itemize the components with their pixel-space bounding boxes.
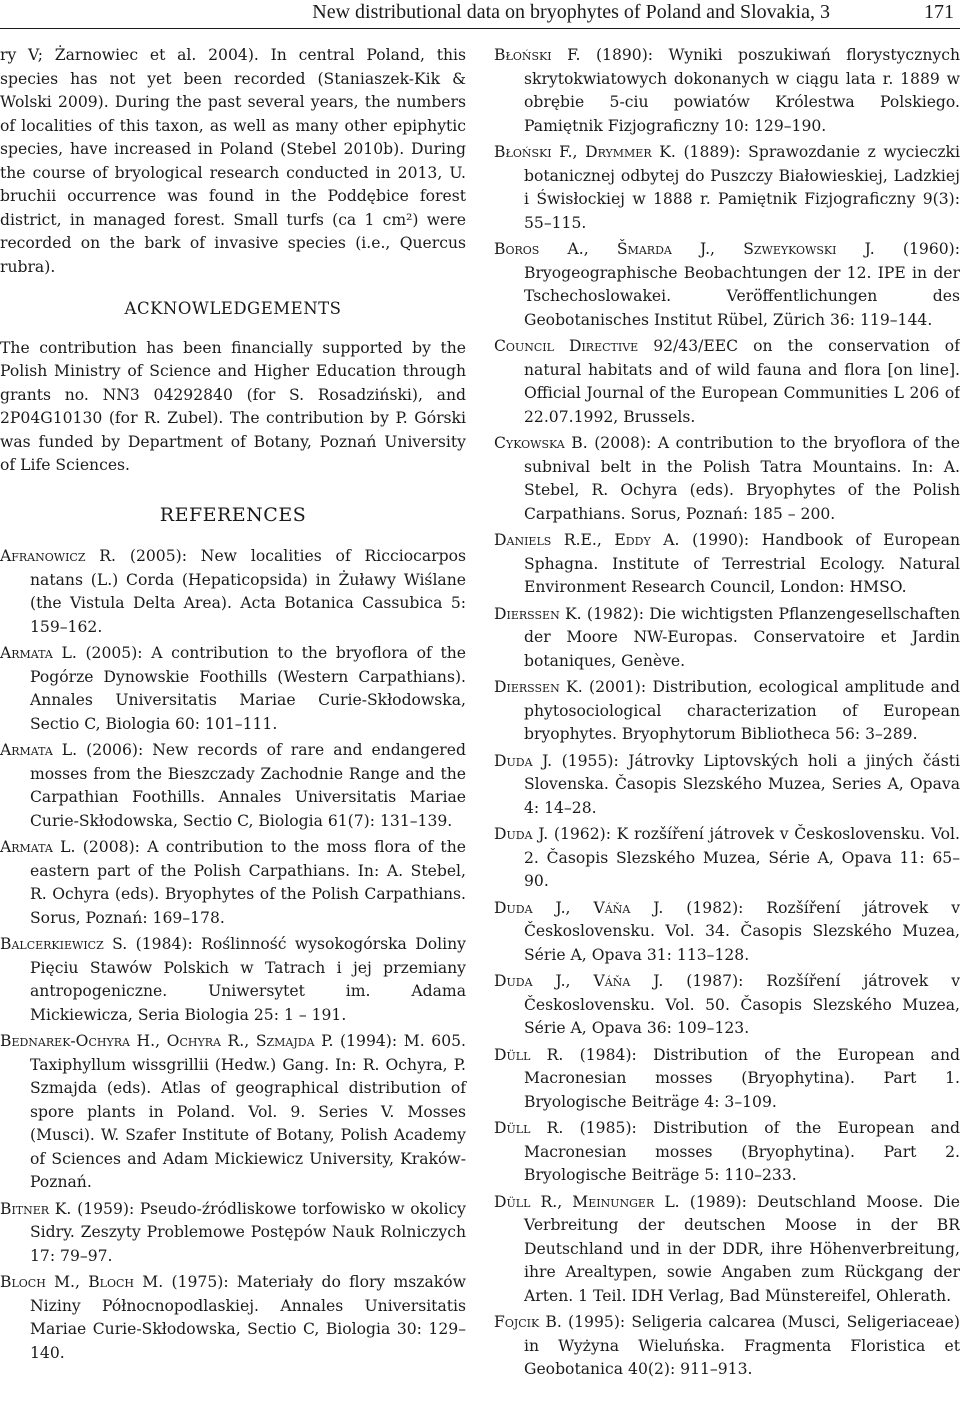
reference-text: (1982): Rozšíření játrovek v Československu. Vol. 34. Časopis Slezského Muzea, Série A, Opava 31: 113–128. [524,898,960,964]
reference-text: (1985): Distribution of the European and Macronesian mosses (Bryophytina). Part 2. Bryologische Beiträge 5: 110–233. [524,1119,960,1184]
reference-author: Balcerkiewicz S. [0,935,128,953]
reference-entry [494,44,960,138]
reference-entry [494,238,960,332]
reference-author: Düll R., Meinunger L. [494,1192,680,1211]
reference-entry [494,676,960,747]
references-heading: REFERENCES [159,503,307,526]
running-header [0,0,960,24]
reference-author: Cykowska B. [494,434,588,452]
reference-entry [0,1198,466,1269]
reference-entry [0,642,466,736]
acknowledgements-heading: ACKNOWLEDGEMENTS [124,299,342,318]
reference-author: Council Directive [494,337,639,355]
reference-author: Duda J. [494,825,549,843]
reference-author: Duda J. [494,751,553,770]
reference-entry [494,1044,960,1115]
reference-author: Fojcik B. [494,1313,562,1331]
header-rule [0,28,960,29]
reference-entry [0,933,466,1027]
reference-entry [494,1117,960,1188]
reference-text: (2005): New localities of Ricciocarpos natans (L.) Corda (Hepaticopsida) in Żuławy Wiślane (the Vistula Delta Area). Acta Botanica Cassubica 5: 159–162. [30,547,466,636]
reference-text: (1975): Materiały do flory mszaków Niziny Północnopodlaskiej. Annales Universitatis Mariae Curie-Skłodowska, Sectio C, Biologia 30: 129–140. [30,1273,466,1362]
reference-text: (2008): A contribution to the moss flora of the eastern part of the Polish Carpathians. In: A. Stebel, R. Ochyra (eds). Bryophytes of the Polish Carpathians. Sorus, Poznań: 169–178. [30,838,466,927]
reference-text: (1984): Distribution of the European and Macronesian mosses (Bryophytina). Part 1. Bryologische Beiträge 4: 3–109. [524,1045,960,1111]
reference-author: Armata L. [0,644,77,662]
reference-author: Düll R. [494,1045,564,1064]
reference-entry [494,970,960,1041]
reference-entry [494,897,960,968]
reference-text: (2005): A contribution to the bryoflora of the Pogórze Dynowskie Foothills (Western Carpathians). Annales Universitatis Mariae Curie-Skłodowska, Sectio C, Biologia 60: 101–111. [30,644,466,733]
reference-text: (1960): Bryogeographische Beobachtungen der 12. IPE in der Tschechoslowakei. Veröffentlichungen des Geobotanisches Institut Rübel, Zürich 36: 119–144. [524,240,960,329]
reference-text: 92/43/EEC on the conservation of natural habitats and of wild fauna and flora [on line]. Official Journal of the European Communities L 206 of 22.07.1992, Brussels. [524,337,960,426]
reference-author: Armata L. [0,838,76,856]
reference-text: (1994): M. 605. Taxiphyllum wissgrillii (Hedw.) Gang. In: R. Ochyra, P. Szmajda (eds). Atlas of geographical distribution of spore plants in Poland. Vol. 9. Series V. Mosses (Musci). W. Szafer Institute of Botany, Polish Academy of Sciences and Adam Mickiewicz University, Kraków-Poznań. [30,1032,466,1191]
reference-entry [494,335,960,429]
reference-text: (1989): Deutschland Moose. Die Verbreitung der deutschen Moose in der BR Deutschland und in der DDR, ihre Höhenverbreitung, ihre Arealtypen, sowie Angaben zum Rückgang der Arten. 1 Teil. IDH Verlag, Bad Münstereifel, Ohlerath. [524,1192,960,1305]
reference-author: Boros A., Šmarda J., Szweykowski J. [494,240,875,258]
reference-text: (1995): Seligeria calcarea (Musci, Seligeriaceae) in Wyżyna Wieluńska. Fragmenta Floristica et Geobotanica 40(2): 911–913. [524,1313,960,1378]
reference-text: (1987): Rozšíření játrovek v Československu. Vol. 50. Časopis Slezského Muzea, Série A, Opava 36: 109–123. [524,972,960,1037]
reference-text: (1959): Pseudo-źródliskowe torfowisko w okolicy Sidry. Zeszyty Problemowe Postępów Nauk Rolniczych 17: 79–97. [30,1199,466,1265]
reference-entry [494,432,960,526]
reference-text: (1984): Roślinność wysokogórska Doliny Pięciu Stawów Polskich w Tatrach i jej przemiany antropogeniczne. Uniwersytet im. Adama Mickiewicza, Seria Biologia 25: 1 – 191. [30,935,466,1024]
reference-text: (2006): New records of rare and endangered mosses from the Bieszczady Zachodnie Range and the Carpathian Foothills. Annales Universitatis Mariae Curie-Skłodowska, Sectio C, Biologia 61(7): 131–139. [30,741,466,830]
reference-entry [0,1030,466,1195]
reference-entry [494,823,960,894]
acknowledgements-text: The contribution has been financially supported by the Polish Ministry of Science and Higher Education through grants no. NN3 04292840 (for S. Rosadziński), and 2P04G10130 (for R. Zubel). The contribution by P. Górski was funded by Department of Botany, Poznań University of Life Sciences. [0,338,466,474]
reference-text: (1962): K rozšíření játrovek v Československu. Vol. 2. Časopis Slezského Muzea, Série A, Opava 11: 65–90. [524,825,960,890]
reference-author: Bednarek-Ochyra H., Ochyra R., Szmajda P. [0,1032,334,1050]
reference-text: (2001): Distribution, ecological amplitude and phytosociological characterization of European bryophytes. Bryophytorum Bibliotheca 56: 3–289. [524,678,960,743]
reference-text: (1955): Játrovky Liptovských holi a jiných části Slovenska. Časopis Slezského Muzea, Series A, Opava 4: 14–28. [524,751,960,817]
reference-author: Armata L. [0,741,78,759]
reference-author: Dierssen K. [494,604,582,623]
reference-author: Duda J., Váňa J. [494,972,664,990]
page-number: 171 [924,1,954,23]
reference-text: (2008): A contribution to the bryoflora of the subnival belt in the Polish Tatra Mountains. In: A. Stebel, R. Ochyra (eds). Bryophytes of the Polish Carpathians. Sorus, Poznań: 185 – 200. [524,434,960,523]
reference-author: Błoński F. [494,46,581,64]
reference-entry [494,603,960,674]
reference-entry [494,529,960,600]
reference-entry [494,141,960,235]
intro-paragraph: ry V; Żarnowiec et al. 2004). In central Poland, this species has not yet been recorded (Staniaszek-Kik & Wolski 2009). During the past several years, the numbers of localities of this taxon, as well as many other epiphytic species, have increased in Poland (Stebel 2010b). During the course of bryological research conducted in 2013, U. bruchii occurrence was found in the Poddębice forest district, in managed forest. Small turfs (ca 1 cm²) were recorded on the bark of invasive species (i.e., Quercus rubra). [0,46,466,276]
reference-author: Bitner K. [0,1199,72,1218]
reference-author: Dierssen K. [494,678,583,696]
left-column [0,44,466,1368]
reference-entry [494,1311,960,1382]
reference-entry [0,545,466,639]
running-title: New distributional data on bryophytes of Poland and Slovakia, 3 [312,1,830,23]
reference-author: Afranowicz R. [0,547,117,565]
reference-author: Daniels R.E., Eddy A. [494,531,680,549]
reference-text: (1982): Die wichtigsten Pflanzengesellschaften der Moore NW-Europas. Conservatoire et Jardin botaniques, Genève. [524,604,960,670]
reference-author: Düll R. [494,1119,564,1137]
reference-author: Duda J., Váňa J. [494,898,664,917]
reference-text: (1890): Wyniki poszukiwań florystycznych skrytokwiatowych dokonanych w ciągu lata r. 1889 w obrębie 5-ciu powiatów Królestwa Polskiego. Pamiętnik Fizjograficzny 10: 129–190. [524,46,960,135]
right-column [494,44,960,1385]
reference-author: Błoński F., Drymmer K. [494,143,676,161]
reference-text: (1990): Handbook of European Sphagna. Institute of Terrestrial Ecology. Natural Environment Research Council, London: HMSO. [524,531,960,596]
reference-author: Bloch M., Bloch M. [0,1273,164,1291]
reference-entry [494,750,960,821]
reference-entry [0,1271,466,1365]
reference-entry [494,1191,960,1309]
reference-text: (1889): Sprawozdanie z wycieczki botanicznej odbytej do Puszczy Białowieskiej, Ladzkiej i Świsłockiej w 1888 r. Pamiętnik Fizjograficzny 9(3): 55–115. [524,143,960,232]
reference-entry [0,739,466,833]
reference-entry [0,836,466,930]
